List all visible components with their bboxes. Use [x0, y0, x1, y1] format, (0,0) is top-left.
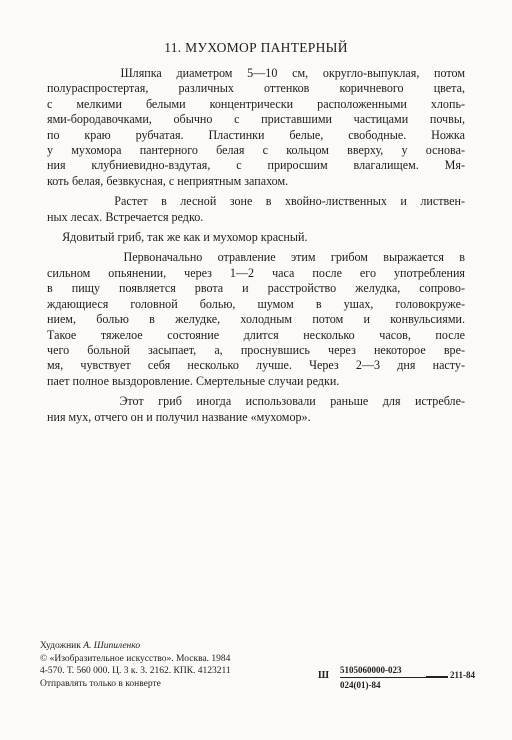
artist-credit [40, 640, 480, 653]
text-line: у мухомора пантерного белая с кольцом вверху, у основа- [47, 143, 465, 158]
paragraph-name-origin [47, 394, 465, 425]
text-line: полураспростертая, различных оттенков коричневого цвета, [47, 81, 465, 96]
page-title: 11. МУХОМОР ПАНТЕРНЫЙ [164, 40, 348, 55]
text-line: чего больной засыпает, а, проснувшись через некоторое вре- [47, 342, 465, 357]
copyright-line: © «Изобразительное искусство». Москва. 1984 [40, 653, 231, 664]
text-line: нием, болью в желудке, холодным потом и конвульсиями. [47, 312, 465, 327]
text-line: мя, чувствует себя несколько лучше. Через 2—3 дня насту- [47, 358, 465, 373]
text-line: сильном опьянении, через 1—2 часа после его употребления [47, 265, 465, 280]
article-body [47, 66, 465, 430]
fraction-rule [340, 677, 448, 678]
paragraph-habitat [47, 194, 465, 225]
mail-note-line: Отправлять только в конверте [40, 678, 161, 689]
code-prefix: Ш [318, 670, 329, 681]
text-line: с мелкими белыми концентрически расположенными хлопь- [47, 96, 465, 111]
text-line: Ядовитый гриб, так же как и мухомор красный. [47, 230, 308, 245]
text-line: Этот гриб иногда использовали раньше для истребле- [47, 394, 465, 409]
text-line: ных лесах. Встречается редко. [47, 209, 204, 224]
text-line: в пищу появляется рвота и расстройство желудка, сопрово- [47, 281, 465, 296]
artist-label: Художник [40, 641, 81, 651]
code-numerator: 5105060000-023 [340, 665, 402, 675]
paragraph-poisoning [47, 250, 465, 389]
text-line: пает полное выздоровление. Смертельные случаи редки. [47, 373, 340, 388]
text-line: коть белая, безвкусная, с неприятным запахом. [47, 173, 289, 188]
artist-name: А. Шипиленко [83, 641, 141, 651]
code-suffix: 211-84 [450, 670, 476, 680]
suffix-rule [426, 676, 448, 677]
paragraph-toxicity [47, 230, 465, 245]
print-info-line: 4-570. Т. 560 000. Ц. 3 к. 3. 2162. КПК. 4123211 [40, 666, 231, 677]
text-line: ями-бородавочками, обычно с приставшими частицами почвы, [47, 112, 465, 127]
text-line: Такое тяжелое состояние длится несколько часов, после [47, 327, 465, 342]
text-line: ждающиеся головной болью, шумом в ушах, головокруже- [47, 296, 465, 311]
text-line: ния клубниевидно-вздутая, с приросшим влагалищем. Мя- [47, 158, 465, 173]
text-line: ния мух, отчего он и получил название «мухомор». [47, 409, 311, 424]
paragraph-description [47, 66, 465, 189]
text-line: по краю рубчатая. Пластинки белые, свободные. Ножка [47, 127, 465, 142]
text-line: Первоначально отравление этим грибом выражается в [47, 250, 465, 265]
text-line: Шляпка диаметром 5—10 см, округло-выпуклая, потом [47, 66, 465, 80]
code-denominator: 024(01)-84 [340, 680, 381, 690]
text-line: Растет в лесной зоне в хвойно-лиственных и листвен- [47, 194, 465, 209]
code-fraction [340, 665, 440, 690]
